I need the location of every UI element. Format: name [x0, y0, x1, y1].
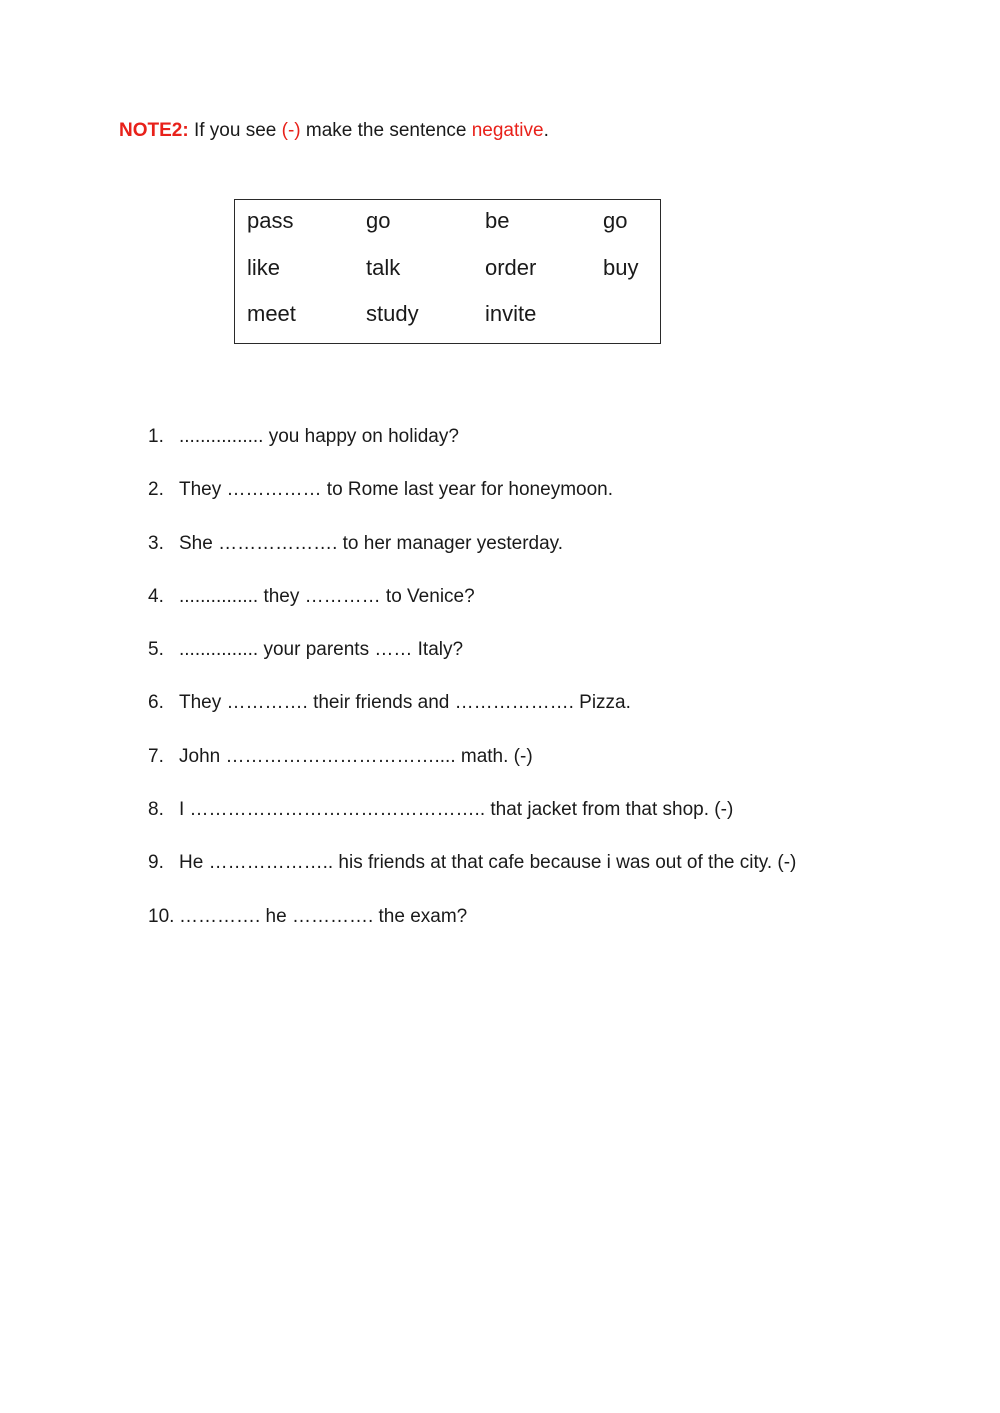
word-bank-item: go	[603, 208, 628, 233]
word-bank-item: talk	[366, 255, 401, 280]
exercise-sentence: John …………………………….... math. (-)	[179, 745, 533, 767]
word-box	[234, 199, 661, 344]
exercise-number: 4.	[148, 585, 164, 607]
exercise-number: 1.	[148, 426, 164, 447]
exercise-sentence: ................ you happy on holiday?	[179, 426, 459, 447]
word-bank-item: order	[485, 255, 537, 280]
negative-symbol: (-)	[281, 120, 301, 141]
note-end: .	[543, 120, 549, 141]
exercise-sentence: I ……………………………………….. that jacket from that shop. (-)	[179, 799, 734, 821]
word-bank-item: meet	[247, 301, 296, 326]
word-bank-item: invite	[485, 301, 537, 326]
word-bank-item: like	[247, 255, 281, 280]
note-label: NOTE2:	[119, 120, 189, 141]
exercise-sentence: ............... your parents …… Italy?	[179, 639, 464, 661]
instruction-note	[119, 120, 549, 142]
word-bank-item: pass	[247, 208, 294, 233]
exercise-sentence: ............... they ………… to Venice?	[179, 585, 475, 607]
exercise-number: 6.	[148, 692, 164, 714]
word-bank-item: go	[366, 208, 391, 233]
exercise-sentence: She ………………. to her manager yesterday.	[179, 532, 564, 554]
exercise-number: 10.	[148, 905, 175, 927]
exercise-sentence: …………. he …………. the exam?	[179, 905, 468, 927]
exercise-sentence: They …………. their friends and ………………. Pizza.	[179, 692, 631, 714]
note-text-2: make the sentence	[300, 120, 472, 141]
exercise-sentence: He ……………….. his friends at that cafe because i was out of the city. (-)	[179, 852, 797, 874]
exercise-number: 3.	[148, 532, 164, 554]
exercise-number: 5.	[148, 639, 164, 661]
negative-keyword: negative	[471, 120, 544, 141]
exercise-number: 8.	[148, 799, 164, 821]
note-text-1: If you see	[188, 120, 282, 141]
word-bank-item: study	[366, 301, 419, 326]
word-bank-item: be	[485, 208, 510, 233]
exercise-number: 2.	[148, 479, 164, 501]
word-bank-item: buy	[603, 255, 639, 280]
exercise-number: 7.	[148, 745, 164, 767]
exercise-number: 9.	[148, 852, 164, 874]
exercise-sentence: They …………… to Rome last year for honeymoon.	[179, 479, 613, 501]
